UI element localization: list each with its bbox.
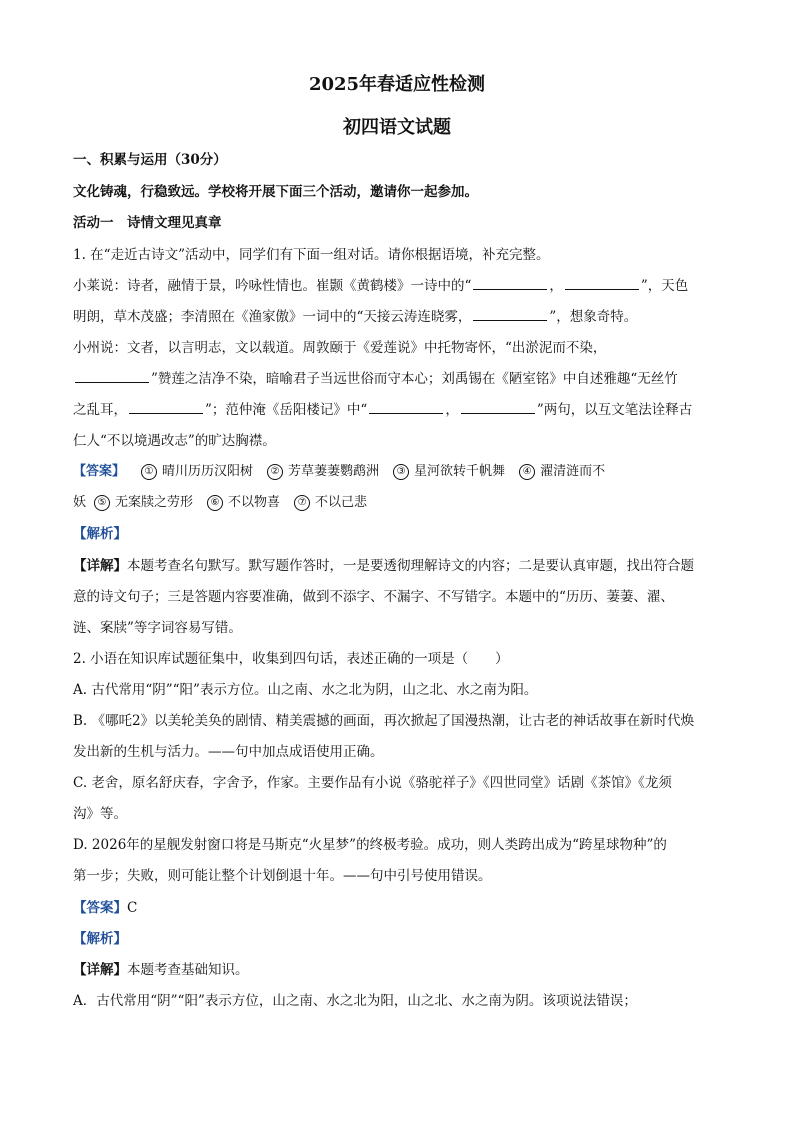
question-1-paragraph-line: 之乱耳， ”；范仲淹《岳阳楼记》中“ ， ”两句，以互文笔法诠释古 [73, 402, 693, 418]
answer-number: ⑤ [94, 495, 110, 511]
question-1-paragraph-line: 明朗，草木茂盛；李清照在《渔家傲》一词中的“天接云涛连晓雾， ”，想象奇特。 [73, 309, 638, 325]
detail-tag: 【详解】 [73, 558, 127, 574]
answer-value: C [127, 900, 138, 916]
answer-number: ⑦ [294, 495, 310, 511]
fill-blank[interactable] [369, 401, 443, 414]
question-1-stem: 1. 在“走近古诗文”活动中，同学们有下面一组对话。请你根据语境，补充完整。 [73, 247, 550, 263]
answer-number: ② [267, 464, 283, 480]
question-1-paragraph-line: 小莱说：诗者，融情于景，吟咏性情也。崔颢《黄鹤楼》一诗中的“ ， ”，天色 [73, 278, 689, 294]
question-1-detail: 涟、案牍”等字词容易写错。 [73, 620, 242, 636]
detail-tag: 【详解】 [73, 962, 127, 978]
activity-heading: 活动一 诗情文理见真章 [73, 215, 222, 231]
answer-number: ⑥ [207, 495, 223, 511]
analysis-tag: 【解析】 [73, 931, 127, 947]
option-a[interactable]: A. 古代常用“阴”“阳”表示方位。山之南、水之北为阴，山之北、水之南为阳。 [73, 682, 538, 698]
section-intro: 文化铸魂，行稳致远。学校将开展下面三个活动，邀请你一起参加。 [73, 184, 478, 200]
exam-subtitle: 初四语文试题 [343, 117, 451, 138]
option-d-continued: 第一步；失败，则可能让整个计划倒退十年。——句中引号使用错误。 [73, 868, 492, 884]
fill-blank[interactable] [473, 277, 547, 290]
exam-title: 2025年春适应性检测 [308, 74, 486, 95]
question-1-paragraph-line: ”赞莲之洁净不染，暗喻君子当远世俗而守本心；刘禹锡在《陋室铭》中自述雅趣“无丝竹 [73, 369, 678, 389]
answer-tag: 【答案】 [73, 464, 126, 479]
question-1-detail: 【详解】本题考查名句默写。默写题作答时，一是要透彻理解诗文的内容；二是要认真审题，找出符合题 [73, 558, 694, 574]
fill-blank[interactable] [565, 277, 639, 290]
option-c-continued: 沟》等。 [73, 806, 127, 822]
question-2-detail: 【详解】本题考查基础知识。 [73, 962, 249, 978]
analysis-tag: 【解析】 [73, 526, 127, 542]
question-2-stem: 2. 小语在知识库试题征集中，收集到四句话，表述正确的一项是（ ） [73, 651, 509, 667]
question-1-paragraph-line: 仁人“不以境遇改志”的旷达胸襟。 [73, 433, 276, 449]
answer-number: ③ [393, 464, 409, 480]
section-heading: 一、积累与运用（30分） [73, 152, 227, 168]
option-b[interactable]: B. 《哪吒2》以美轮美奂的剧情、精美震撼的画面，再次掀起了国漫热潮，让古老的神话故事在新时代焕 [73, 713, 695, 729]
fill-blank[interactable] [75, 370, 149, 383]
question-1-detail: 意的诗文句子；三是答题内容要准确，做到不添字、不漏字、不写错字。本题中的“历历、萋萋、濯、 [73, 589, 674, 605]
answer-number: ④ [519, 464, 535, 480]
option-d[interactable]: D. 2026年的星舰发射窗口将是马斯克“火星梦”的终极考验。成功，则人类跨出成为“跨星球物种”的 [73, 837, 667, 853]
fill-blank[interactable] [461, 401, 535, 414]
question-2-answer [73, 898, 137, 918]
question-2-detail: A．古代常用“阴”“阳”表示方位，山之南、水之北为阳，山之北、水之南为阴。该项说法错误； [73, 993, 637, 1009]
fill-blank[interactable] [473, 308, 547, 321]
question-1-answer: 妖 ⑤ 无案牍之劳形 ⑥ 不以物喜 ⑦ 不以己悲 [73, 495, 368, 510]
fill-blank[interactable] [129, 401, 203, 414]
option-b-continued: 发出新的生机与活力。——句中加点成语使用正确。 [73, 744, 384, 760]
option-c[interactable]: C. 老舍，原名舒庆春，字舍予，作家。主要作品有小说《骆驼祥子》《四世同堂》话剧《茶馆》《龙须 [73, 775, 672, 791]
question-1-answer: 【答案】 ① 晴川历历汉阳树 ② 芳草萋萋鹦鹉洲 ③ 星河欲转千帆舞 ④ 濯清涟而不 [73, 464, 606, 479]
answer-tag: 【答案】 [73, 900, 127, 916]
question-1-paragraph-line: 小州说：文者，以言明志，文以载道。周敦颐于《爱莲说》中托物寄怀，“出淤泥而不染， [73, 340, 607, 356]
answer-number: ① [141, 464, 157, 480]
